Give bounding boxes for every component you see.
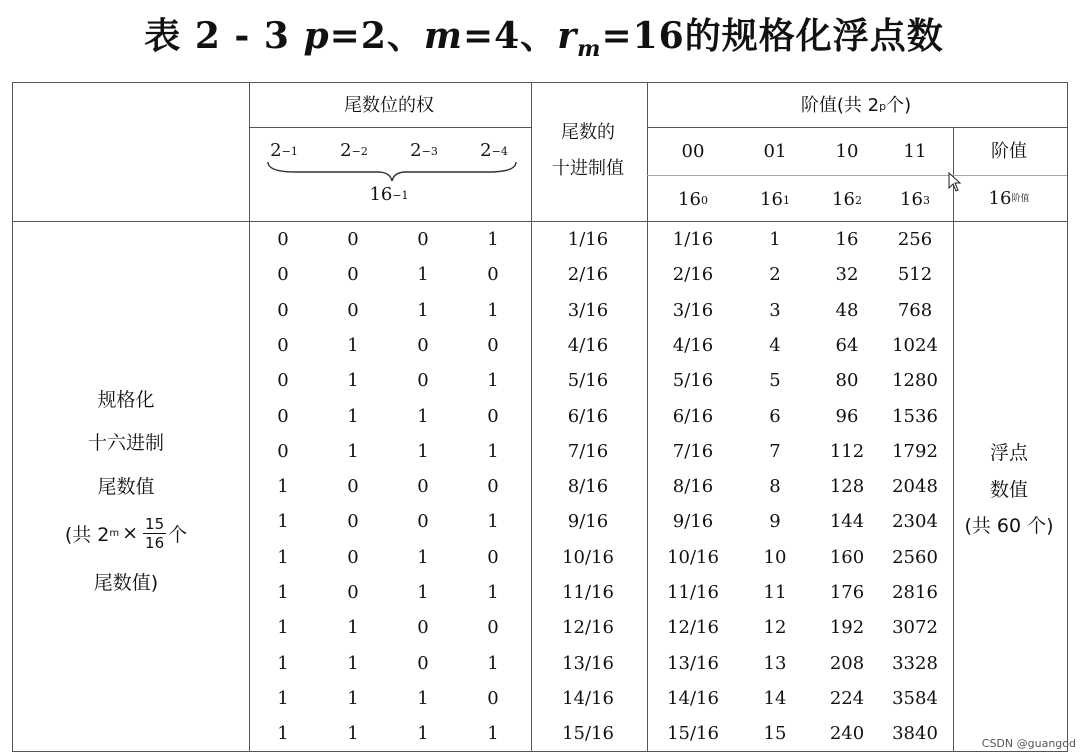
mantissa-bit: 1 (347, 617, 359, 639)
value-cell-v3: 2048 (892, 476, 938, 498)
mantissa-bit: 0 (277, 370, 289, 392)
mouse-cursor-icon (948, 172, 962, 192)
mantissa-bit: 0 (487, 687, 499, 709)
right-label-line2: 数值 (989, 478, 1028, 501)
value-cell-v2: 176 (829, 582, 865, 603)
mantissa-bit: 1 (347, 723, 359, 745)
weight-base: 2 (340, 140, 352, 161)
value-cell-v2: 192 (829, 617, 865, 639)
mantissa-bit: 0 (417, 370, 429, 392)
value-cell-v2: 208 (829, 652, 865, 674)
mantissa-bit: 0 (417, 511, 429, 533)
mantissa-bit: 1 (487, 511, 499, 533)
mantissa-bit: 1 (417, 405, 429, 427)
title-r: r (557, 15, 578, 57)
exp-base-0 (663, 184, 723, 216)
mantissa-weights-header: 尾数位的权 (344, 95, 434, 116)
mantissa-bit: 1 (487, 229, 499, 250)
title-m-eq: =4、 (462, 15, 558, 57)
value-cell-v1: 13 (763, 652, 787, 674)
value-cell-v2: 160 (829, 546, 865, 568)
left-label-line2: 十六进制 (87, 432, 164, 455)
value-cell-v1: 11 (763, 582, 787, 603)
mantissa-bit: 1 (487, 652, 499, 674)
exp-base-value: 16 (760, 189, 783, 210)
title-prefix: 表 (144, 15, 182, 57)
value-cell-v1: 3 (769, 299, 781, 321)
value-cell-v3: 768 (897, 299, 933, 321)
value-cell-dec: 14/16 (562, 687, 614, 709)
value-cell-v1: 1 (769, 229, 781, 250)
watermark: CSDN @guangod (981, 737, 1076, 750)
value-cell-v1: 6 (769, 405, 781, 427)
mantissa-bit: 1 (277, 476, 289, 498)
decimal-header-line1: 尾数的 (561, 122, 615, 143)
value-cell-v0: 7/16 (672, 440, 714, 462)
exp-col-base: 16 (988, 188, 1012, 209)
value-cell-v3: 512 (897, 264, 933, 286)
value-cell-v3: 1536 (892, 405, 938, 427)
mantissa-bit: 1 (417, 440, 429, 462)
value-cell-v1: 7 (769, 440, 781, 462)
mantissa-bit: 1 (277, 546, 289, 568)
value-cell-v3: 3840 (892, 723, 938, 745)
mantissa-bit: 0 (417, 652, 429, 674)
exponent-title-exp: p (879, 99, 887, 113)
value-cell-v1: 10 (763, 546, 787, 568)
left-label-fraction (143, 515, 166, 552)
value-cell-v3: 256 (897, 229, 933, 250)
exp-code-2: 10 (835, 141, 859, 162)
mantissa-bit: 1 (347, 405, 359, 427)
exponent-title: 阶值(共 2 (800, 95, 880, 116)
exponent-column-base (952, 182, 1066, 216)
value-cell-dec: 5/16 (567, 370, 609, 392)
value-cell-v0: 8/16 (672, 476, 714, 498)
value-cell-v3: 1280 (892, 370, 938, 392)
exp-base-value: 16 (678, 189, 701, 210)
mantissa-bit: 0 (417, 476, 429, 498)
mantissa-bit: 1 (487, 582, 499, 603)
left-label-line4 (65, 515, 187, 552)
mantissa-bit: 0 (347, 476, 359, 498)
mantissa-bit: 1 (277, 687, 289, 709)
value-cell-v2: 80 (835, 370, 859, 392)
exp-base-exp: 2 (854, 193, 862, 207)
mantissa-bit: 0 (277, 264, 289, 286)
left-label-line1: 规格化 (97, 389, 155, 411)
value-cell-v0: 14/16 (667, 687, 719, 709)
value-cell-v0: 15/16 (667, 723, 719, 745)
row-divider (647, 127, 1067, 128)
mantissa-bit: 0 (487, 264, 499, 286)
exponent-header (646, 88, 1066, 124)
left-label-line3: 尾数值 (97, 475, 155, 498)
mantissa-bit: 1 (417, 299, 429, 321)
left-merged-label (12, 385, 240, 595)
value-cell-dec: 6/16 (567, 405, 609, 427)
mantissa-bit: 1 (277, 511, 289, 533)
weight-group-base: 16 (369, 184, 393, 205)
value-cell-dec: 8/16 (567, 476, 609, 498)
exp-code-0: 00 (681, 141, 705, 162)
exp-base-value: 16 (832, 189, 855, 210)
mantissa-bit: 0 (487, 546, 499, 568)
exp-base-exp: 1 (782, 193, 790, 207)
weight-exp: −3 (421, 144, 438, 158)
value-cell-v3: 3584 (892, 687, 938, 709)
mantissa-bit: 0 (347, 264, 359, 286)
value-cell-v2: 112 (829, 440, 865, 462)
weight-group (248, 180, 530, 210)
value-cell-v2: 240 (829, 723, 865, 745)
title-number: 2 - 3 (194, 15, 290, 57)
value-cell-v0: 4/16 (672, 334, 714, 356)
title-m: m (423, 15, 463, 57)
mantissa-bit: 1 (347, 652, 359, 674)
mantissa-bit: 0 (347, 229, 359, 250)
mantissa-bit: 1 (417, 264, 429, 286)
value-cell-dec: 10/16 (562, 546, 614, 568)
mantissa-bit: 0 (487, 476, 499, 498)
mantissa-bit: 1 (347, 440, 359, 462)
value-cell-v1: 2 (769, 264, 781, 286)
brace-icon (266, 160, 518, 182)
value-cell-v1: 14 (763, 687, 787, 709)
value-cell-v3: 1792 (892, 440, 938, 462)
value-cell-v0: 11/16 (667, 582, 719, 603)
value-cell-v1: 4 (769, 334, 781, 356)
value-cell-v0: 13/16 (667, 652, 719, 674)
mantissa-bit: 0 (277, 334, 289, 356)
mantissa-bit: 1 (347, 334, 359, 356)
mantissa-bit: 1 (417, 687, 429, 709)
value-cell-v2: 224 (829, 687, 865, 709)
row-divider (249, 127, 531, 128)
title-p: p (303, 15, 330, 57)
value-cell-dec: 3/16 (567, 299, 609, 321)
mantissa-bit: 0 (417, 617, 429, 639)
value-cell-v3: 3328 (892, 652, 938, 674)
value-cell-dec: 15/16 (562, 723, 614, 745)
value-cell-v2: 16 (835, 229, 859, 250)
value-cell-v0: 9/16 (672, 511, 714, 533)
value-cell-v2: 128 (829, 476, 865, 498)
left-label-line4-times: × (122, 522, 139, 545)
weight-base: 2 (270, 140, 282, 161)
mantissa-bit: 1 (487, 370, 499, 392)
mantissa-bit: 1 (347, 370, 359, 392)
value-cell-dec: 7/16 (567, 440, 609, 462)
mantissa-bit: 0 (277, 440, 289, 462)
weight-exp: −4 (491, 144, 508, 158)
mantissa-bit: 1 (277, 617, 289, 639)
mantissa-bit: 1 (487, 440, 499, 462)
exponent-title-end: 个) (886, 95, 912, 116)
mantissa-bit: 1 (487, 299, 499, 321)
mantissa-bit: 0 (277, 229, 289, 250)
exp-base-2 (817, 184, 877, 216)
value-cell-dec: 2/16 (567, 264, 609, 286)
exp-code-3: 11 (903, 141, 927, 162)
mantissa-bit: 0 (347, 582, 359, 603)
fraction-denominator: 16 (145, 533, 165, 552)
header-bottom-line (13, 221, 1067, 222)
exp-base-1 (745, 184, 805, 216)
value-cell-v3: 2304 (892, 511, 938, 533)
mantissa-bit: 0 (487, 617, 499, 639)
weight-group-exp: −1 (392, 188, 409, 202)
mantissa-bit: 0 (277, 299, 289, 321)
mantissa-bit: 0 (277, 405, 289, 427)
mantissa-bit: 0 (347, 299, 359, 321)
weight-exp: −1 (281, 144, 298, 158)
value-cell-v3: 3072 (892, 617, 938, 639)
value-cell-v0: 5/16 (672, 370, 714, 392)
mantissa-bit: 1 (417, 546, 429, 568)
value-cell-v1: 8 (769, 476, 781, 498)
value-cell-v1: 12 (763, 617, 787, 639)
value-cell-v2: 96 (835, 405, 859, 427)
exp-base-3 (885, 184, 945, 216)
title-p-eq: =2、 (329, 15, 424, 57)
exp-base-exp: 3 (922, 193, 930, 207)
mantissa-bit: 1 (487, 723, 499, 745)
value-cell-v0: 6/16 (672, 405, 714, 427)
value-cell-dec: 13/16 (562, 652, 614, 674)
exponent-column-header: 阶值 (991, 141, 1027, 162)
value-cell-dec: 1/16 (567, 229, 609, 250)
exp-base-value: 16 (900, 189, 923, 210)
value-cell-dec: 4/16 (567, 334, 609, 356)
value-cell-v3: 2816 (892, 582, 938, 603)
value-cell-v2: 144 (829, 511, 865, 533)
mantissa-bit: 0 (487, 334, 499, 356)
value-cell-v1: 15 (763, 723, 787, 745)
mantissa-bit: 1 (277, 582, 289, 603)
right-merged-label (954, 438, 1064, 538)
value-cell-dec: 11/16 (562, 582, 614, 603)
right-label-line3: (共 60 个) (964, 515, 1054, 537)
mantissa-bit: 0 (347, 511, 359, 533)
col-divider (647, 83, 648, 751)
value-cell-v0: 10/16 (667, 546, 719, 568)
weight-base: 2 (410, 140, 422, 161)
mantissa-bit: 0 (347, 546, 359, 568)
weight-exp: −2 (351, 144, 368, 158)
row-divider (647, 175, 1067, 176)
value-cell-v0: 1/16 (672, 229, 714, 250)
table-title (0, 6, 1088, 66)
mantissa-bit: 0 (417, 229, 429, 250)
weight-base: 2 (480, 140, 492, 161)
value-cell-v0: 12/16 (667, 617, 719, 639)
value-cell-v2: 64 (835, 334, 859, 356)
left-label-line4-a: (共 2 (64, 523, 110, 546)
mantissa-bit: 1 (277, 723, 289, 745)
value-cell-v1: 5 (769, 370, 781, 392)
value-cell-dec: 9/16 (567, 511, 609, 533)
left-label-line4-c: 个 (168, 523, 188, 546)
value-cell-v0: 2/16 (672, 264, 714, 286)
value-cell-v1: 9 (769, 511, 781, 533)
fraction-numerator: 15 (145, 514, 165, 533)
exp-code-1: 01 (763, 141, 787, 162)
value-cell-v0: 3/16 (672, 299, 714, 321)
value-cell-v2: 48 (835, 299, 859, 321)
title-suffix: 的规格化浮点数 (684, 15, 944, 57)
right-label-line1: 浮点 (989, 442, 1028, 464)
decimal-header-line2: 十进制值 (552, 158, 624, 179)
exp-base-exp: 0 (700, 193, 708, 207)
value-cell-v3: 1024 (892, 334, 938, 356)
mantissa-bit: 0 (417, 334, 429, 356)
exp-col-base-exp: 阶值 (1011, 193, 1030, 204)
mantissa-bit: 1 (277, 652, 289, 674)
title-r-eq: =16 (601, 15, 685, 57)
mantissa-bit: 1 (417, 723, 429, 745)
mantissa-bit: 1 (417, 582, 429, 603)
value-cell-v2: 32 (835, 264, 859, 286)
left-label-line5: 尾数值) (93, 572, 159, 594)
mantissa-bit: 0 (487, 405, 499, 427)
value-cell-dec: 12/16 (562, 617, 614, 639)
mantissa-bit: 1 (347, 687, 359, 709)
left-label-line4-exp: m (109, 527, 120, 539)
value-cell-v3: 2560 (892, 546, 938, 568)
title-r-sub: m (577, 36, 602, 62)
